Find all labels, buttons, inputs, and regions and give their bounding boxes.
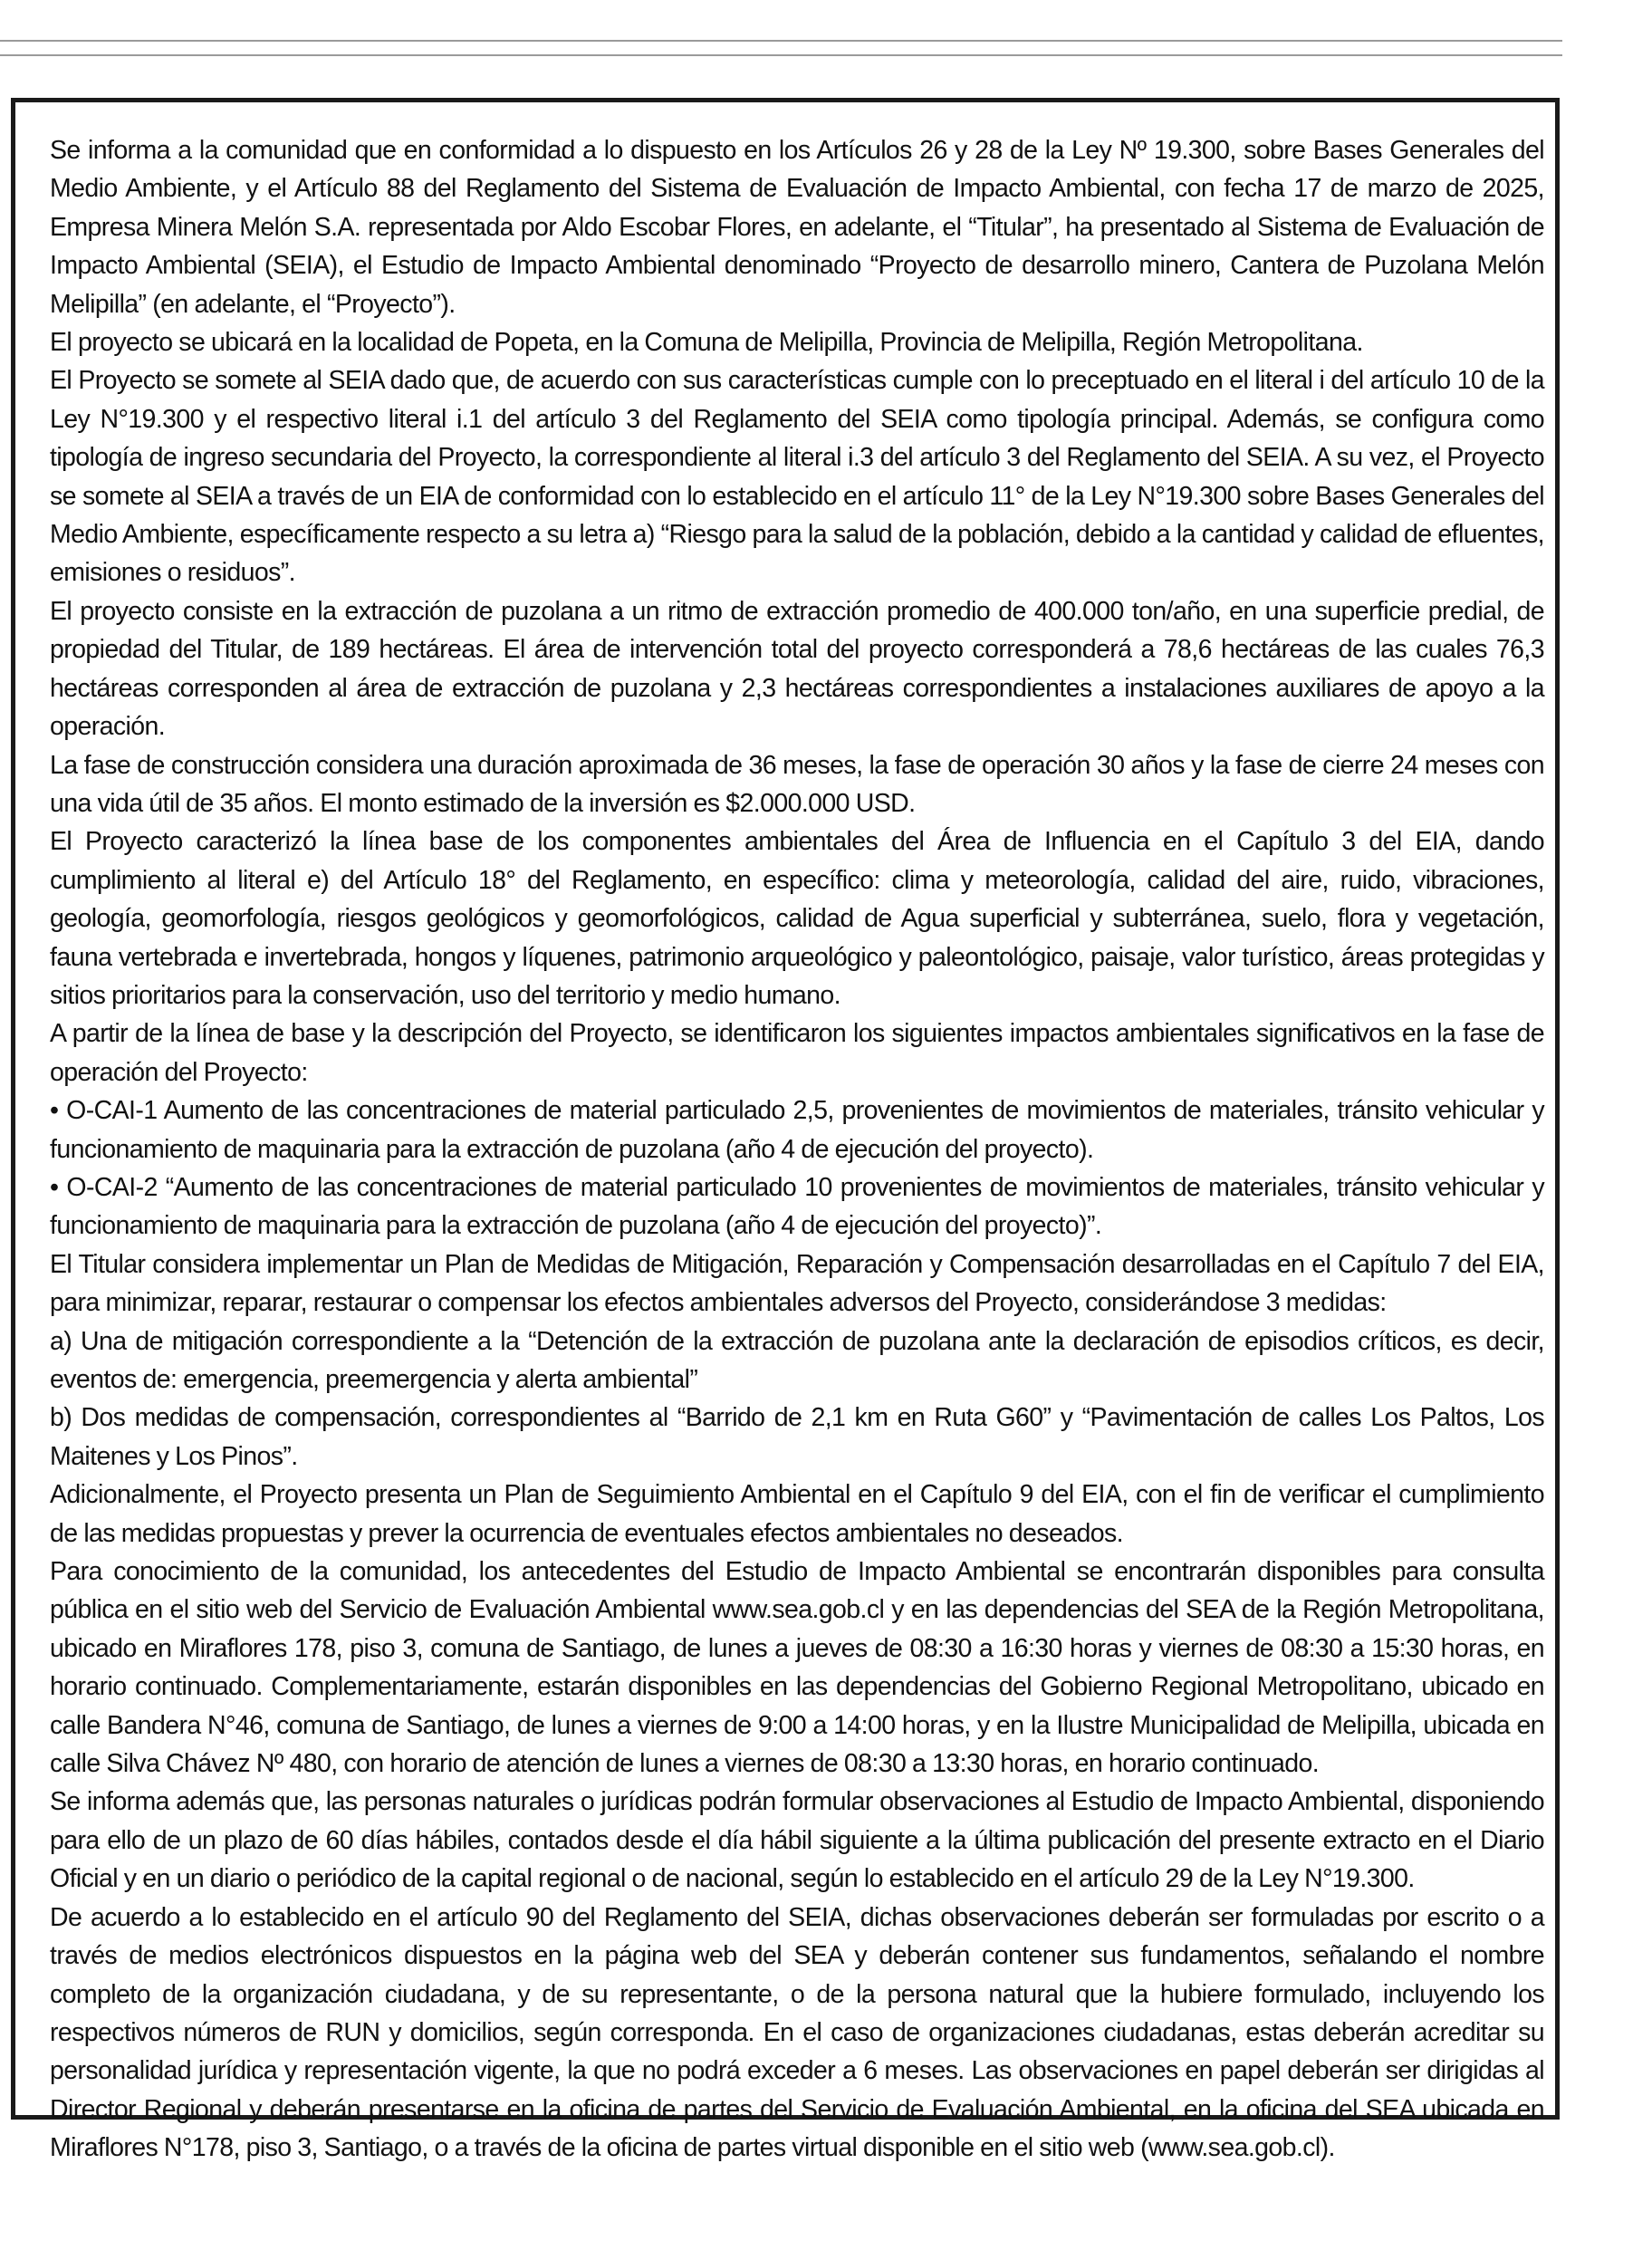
paragraph-impacts-intro: A partir de la línea de base y la descripción del Proyecto, se identificaron los siguientes impactos ambientales significativos en la fase de operación del Proyecto:: [50, 1019, 1544, 1087]
paragraph-phases: La fase de construcción considera una duración aproximada de 36 meses, la fase de operación 30 años y la fase de cierre 24 meses con una vida útil de 35 años. El monto estimado de la inversión es $2.000.000 USD.: [50, 750, 1544, 818]
paragraph-typology: El Proyecto se somete al SEIA dado que, de acuerdo con sus características cumple con lo preceptuado en el literal i del artículo 10 de la Ley N°19.300 y el respectivo literal i.1 del artículo 3 del Reglamento del SEIA como tipología principal. Además, se configura como tipología de ingreso secundaria del Proyecto, la correspondiente al literal i.3 del artículo 3 del Reglamento del SEIA. A su vez, el Proyecto se somete al SEIA a través de un EIA de conformidad con lo establecido en el artículo 11° de la Ley N°19.300 sobre Bases Generales del Medio Ambiente, específicamente respecto a su letra a) “Riesgo para la salud de la población, debido a la cantidad y calidad de efluentes, emisiones o residuos”.: [50, 366, 1544, 588]
paragraph-project-description: El proyecto consiste en la extracción de puzolana a un ritmo de extracción promedio de 400.000 ton/año, en una superficie predial, de propiedad del Titular, de 189 hectáreas. El área de intervención total del proyecto corresponderá a 78,6 hectáreas de las cuales 76,3 hectáreas corresponden al área de extracción de puzolana y 2,3 hectáreas correspondientes a instalaciones auxiliares de apoyo a la operación.: [50, 596, 1544, 742]
impact-item-1: • O-CAI-1 Aumento de las concentraciones de material particulado 2,5, provenientes de movimientos de materiales, tránsito vehicular y funcionamiento de maquinaria para la extracción de puzolana (año 4 de ejecución del proyecto).: [50, 1096, 1544, 1164]
paragraph-public-consultation: Para conocimiento de la comunidad, los antecedentes del Estudio de Impacto Ambiental se encontrarán disponibles para consulta pública en el sitio web del Servicio de Evaluación Ambiental www.sea.gob.cl y en las dependencias del SEA de la Región Metropolitana, ubicado en Miraflores 178, piso 3, comuna de Santiago, de lunes a jueves de 08:30 a 16:30 horas y viernes de 08:30 a 15:30 horas, en horario continuado. Complementariamente, estarán disponibles en las dependencias del Gobierno Regional Metropolitano, ubicado en calle Bandera N°46, comuna de Santiago, de lunes a viernes de 9:00 a 14:00 horas, y en la Ilustre Municipalidad de Melipilla, ubicada en calle Silva Chávez Nº 480, con horario de atención de lunes a viernes de 08:30 a 13:30 horas, en horario continuado.: [50, 1557, 1544, 1779]
public-notice-box: [11, 98, 1560, 2163]
header-rule-bottom: [0, 54, 1562, 56]
paragraph-observations-deadline: Se informa además que, las personas naturales o jurídicas podrán formular observaciones al Estudio de Impacto Ambiental, disponiendo para ello de un plazo de 60 días hábiles, contados desde el día hábil siguiente a la última publicación del presente extracto en el Diario Oficial y en un diario o periódico de la capital regional o de nacional, según lo establecido en el artículo 29 de la Ley N°19.300.: [50, 1787, 1544, 1894]
paragraph-baseline: El Proyecto caracterizó la línea base de los componentes ambientales del Área de Influencia en el Capítulo 3 del EIA, dando cumplimiento al literal e) del Artículo 18° del Reglamento, en específico: clima y meteorología, calidad del aire, ruido, vibraciones, geología, geomorfología, riesgos geológicos y geomorfológicos, calidad de Agua superficial y subterránea, suelo, flora y vegetación, fauna vertebrada e invertebrada, hongos y líquenes, patrimonio arqueológico y paleontológico, paisaje, valor turístico, áreas protegidas y sitios prioritarios para la conservación, uso del territorio y medio humano.: [50, 827, 1544, 1010]
paragraph-presentation: Se informa a la comunidad que en conformidad a lo dispuesto en los Artículos 26 y 28 de la Ley Nº 19.300, sobre Bases Generales del Medio Ambiente, y el Artículo 88 del Reglamento del Sistema de Evaluación de Impacto Ambiental, con fecha 17 de marzo de 2025, Empresa Minera Melón S.A. representada por Aldo Escobar Flores, en adelante, el “Titular”, ha presentado al Sistema de Evaluación de Impacto Ambiental (SEIA), el Estudio de Impacto Ambiental denominado “Proyecto de desarrollo minero, Cantera de Puzolana Melón Melipilla” (en adelante, el “Proyecto”).: [50, 136, 1544, 319]
measure-item-a: a) Una de mitigación correspondiente a la “Detención de la extracción de puzolana ante la declaración de episodios críticos, es decir, eventos de: emergencia, preemergencia y alerta ambiental”: [50, 1326, 1544, 1394]
paragraph-measures-plan: El Titular considera implementar un Plan de Medidas de Mitigación, Reparación y Compensación desarrolladas en el Capítulo 7 del EIA, para minimizar, reparar, restaurar o compensar los efectos ambientales adversos del Proyecto, considerándose 3 medidas:: [50, 1249, 1544, 1318]
impact-item-2: • O-CAI-2 “Aumento de las concentraciones de material particulado 10 provenientes de movimientos de materiales, tránsito vehicular y funcionamiento de maquinaria para la extracción de puzolana (año 4 de ejecución del proyecto)”.: [50, 1172, 1544, 1241]
paragraph-location: El proyecto se ubicará en la localidad de Popeta, en la Comuna de Melipilla, Provincia de Melipilla, Región Metropolitana.: [50, 328, 1363, 358]
measure-item-b: b) Dos medidas de compensación, correspondientes al “Barrido de 2,1 km en Ruta G60” y “Pavimentación de calles Los Paltos, Los Maitenes y Los Pinos”.: [50, 1403, 1544, 1471]
paragraph-observations-requirements: De acuerdo a lo establecido en el artículo 90 del Reglamento del SEIA, dichas observaciones deberán ser formuladas por escrito o a través de medios electrónicos dispuestos en la página web del SEA y deberán contener sus fundamentos, señalando el nombre completo de la organización ciudadana, y de su representante, o de la persona natural que la hubiere formulado, incluyendo los respectivos números de RUN y domicilios, según corresponda. En el caso de organizaciones ciudadanas, estas deberán acreditar su personalidad jurídica y representación vigente, la que no podrá exceder a 6 meses. Las observaciones en papel deberán ser dirigidas al Director Regional y deberán presentarse en la oficina de partes del Servicio de Evaluación Ambiental, en la oficina del SEA ubicada en Miraflores N°178, piso 3, Santiago, o a través de la oficina de partes virtual disponible en el sitio web (www.sea.gob.cl).: [50, 1902, 1544, 2163]
paragraph-monitoring: Adicionalmente, el Proyecto presenta un Plan de Seguimiento Ambiental en el Capítulo 9 del EIA, con el fin de verificar el cumplimiento de las medidas propuestas y prever la ocurrencia de eventuales efectos ambientales no deseados.: [50, 1480, 1544, 1548]
notice-body: [50, 131, 1544, 2168]
header-rule-top: [0, 40, 1562, 42]
